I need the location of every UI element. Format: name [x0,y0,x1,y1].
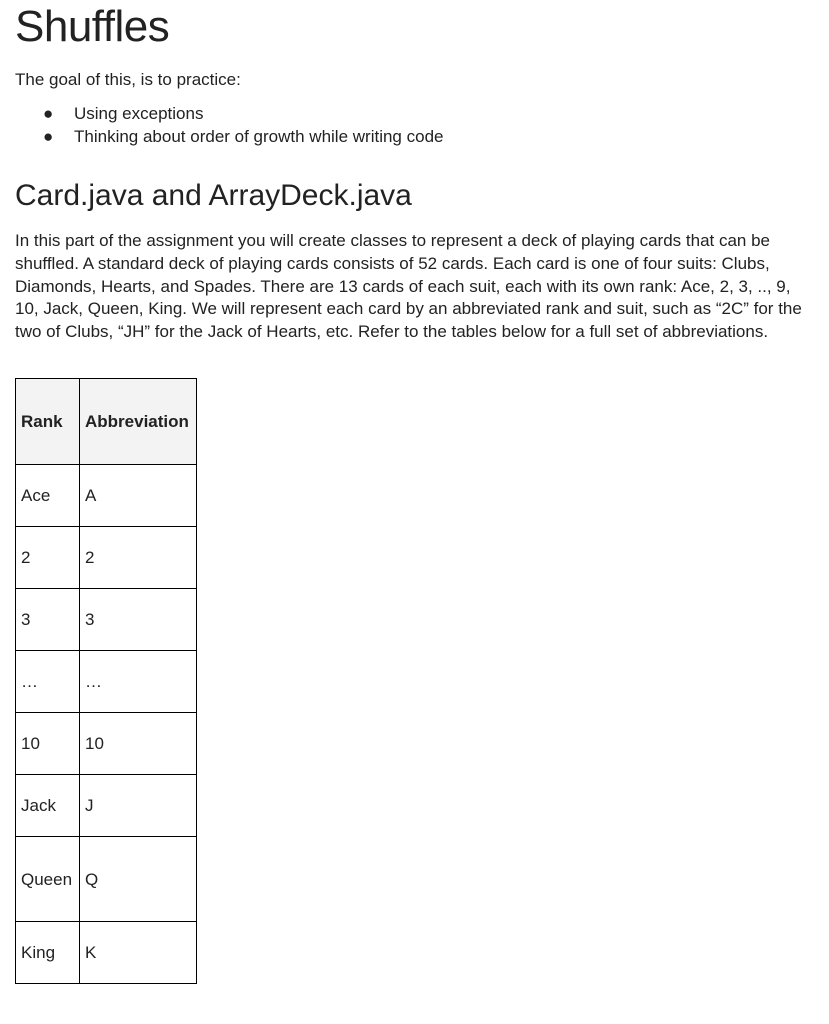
table-row [16,837,197,922]
rank-cell: Queen [16,837,80,922]
abbreviation-cell: 3 [80,589,197,651]
abbreviation-cell: Q [80,837,197,922]
goal-text: Using exceptions [74,104,204,123]
rank-cell: Ace [16,465,80,527]
table-row [16,527,197,589]
page-title: Shuffles [15,2,170,51]
table-header-row [16,379,197,465]
rank-cell: 2 [16,527,80,589]
section-paragraph: In this part of the assignment you will create classes to represent a deck of playing cards that can be shuffled. A standard deck of playing cards consists of 52 cards. Each card is one of four suits: Clubs, Diamonds, Hearts, and Spades. There are 13 cards of each suit, each with its own rank: Ace, 2, 3, .., 9, 10, Jack, Queen, King. We will represent each card by an abbreviated rank and suit, such as “2C” for the two of Clubs, “JH” for the Jack of Hearts, etc. Refer to the tables below for a full set of abbreviations. [15,231,802,342]
goals-list [15,103,443,148]
abbreviation-cell: 10 [80,713,197,775]
header-rank: Rank [16,379,80,465]
table-row [16,651,197,713]
table-row [16,589,197,651]
rank-cell: 10 [16,713,80,775]
bullet-icon: ● [43,104,54,123]
section-heading: Card.java and ArrayDeck.java [15,179,412,212]
rank-cell: King [16,922,80,984]
abbreviation-cell: K [80,922,197,984]
rank-cell: … [16,651,80,713]
rank-abbreviation-table [15,378,197,984]
list-item [15,103,443,126]
goal-text: Thinking about order of growth while writing code [74,126,444,146]
abbreviation-cell: A [80,465,197,527]
table-row [16,922,197,984]
bullet-icon: ● [43,126,54,146]
table-row [16,465,197,527]
table-row [16,713,197,775]
rank-cell: 3 [16,589,80,651]
intro-text: The goal of this, is to practice: [15,70,241,89]
header-abbreviation: Abbreviation [80,379,197,465]
abbreviation-cell: 2 [80,527,197,589]
abbreviation-cell: J [80,775,197,837]
list-item [15,126,443,149]
table-row [16,775,197,837]
abbreviation-cell: … [80,651,197,713]
rank-cell: Jack [16,775,80,837]
